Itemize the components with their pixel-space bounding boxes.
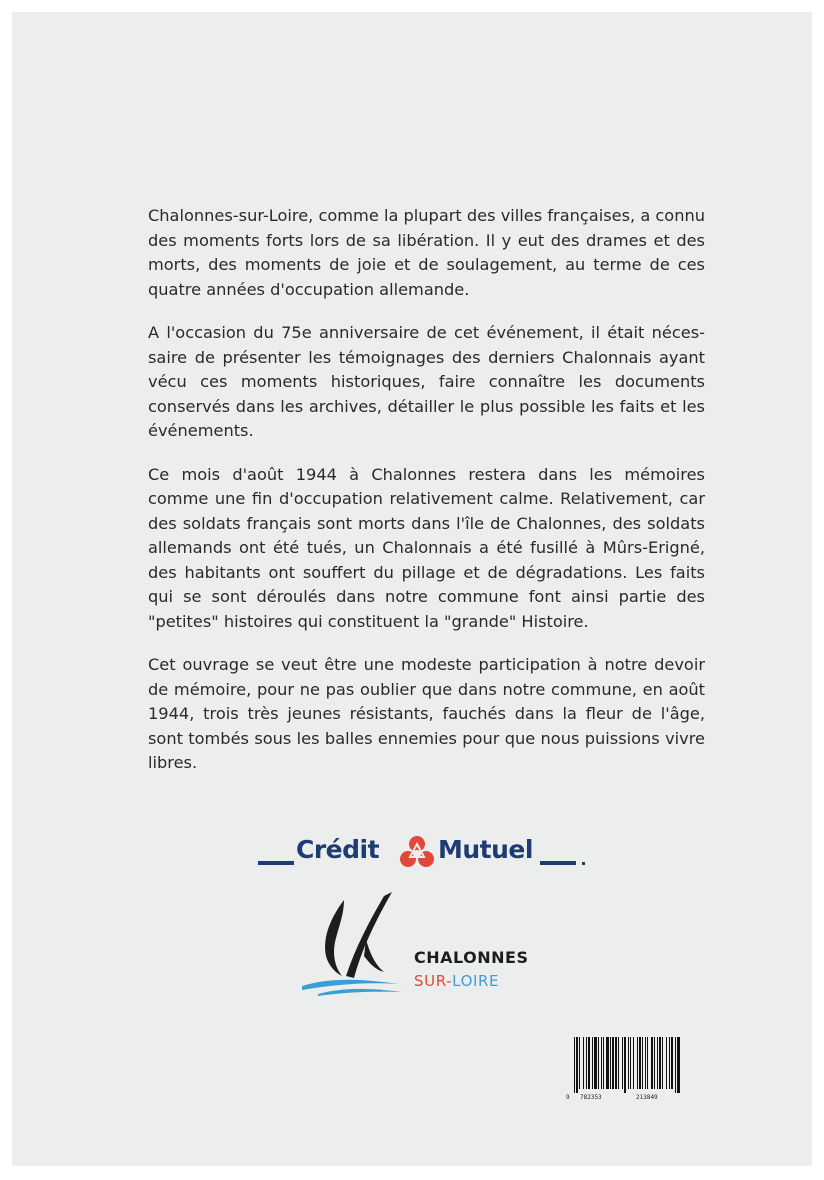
logo-line-right [540, 861, 576, 865]
barcode-bar [647, 1037, 648, 1089]
barcode-bar [669, 1037, 670, 1089]
barcode-bar [628, 1037, 629, 1089]
barcode-bar [675, 1037, 676, 1093]
town-name: CHALONNES [414, 948, 529, 967]
barcode-bar [603, 1037, 604, 1089]
barcode-bar [598, 1037, 599, 1089]
barcode-digit-lead: 9 [566, 1094, 570, 1101]
barcode-bar [586, 1037, 587, 1089]
barcode-bar [618, 1037, 619, 1089]
barcode-bar [677, 1037, 680, 1093]
barcode-bar [574, 1037, 575, 1093]
barcode-bar [606, 1037, 609, 1089]
paragraph-2: A l'occasion du 75e anniversaire de cet événement, il était nécessaire de présenter les témoignages des derniers Chalonnais ayant vécu ces moments historiques, faire connaître les documents conservés dans les archives, détailler le plus possible les faits et les événements. [148, 323, 705, 440]
barcode-bar [662, 1037, 663, 1089]
blurb-text [148, 204, 705, 795]
town-sub-suffix: LOIRE [452, 972, 500, 990]
credit-mutuel-mark-icon [398, 835, 436, 869]
credit-mutuel-logo [258, 835, 588, 875]
barcode-bar [588, 1037, 590, 1089]
chalonnes-logo [298, 886, 558, 998]
isbn-barcode [566, 1037, 684, 1105]
town-sub-prefix: SUR- [414, 972, 453, 990]
barcode-bar [594, 1037, 597, 1089]
barcode-digit-group2: 213849 [636, 1094, 658, 1101]
barcode-bar [657, 1037, 658, 1089]
barcode-bar [610, 1037, 611, 1089]
barcode-bar [642, 1037, 643, 1089]
barcode-bar [633, 1037, 634, 1089]
paragraph-1: Chalonnes-sur-Loire, comme la plupart des villes françaises, a connu des moments forts lors de sa libération. Il y eut des drames et des morts, des moments de joie et de soulagement, au terme de ces quatre années d'occupation allemande. [148, 206, 705, 299]
barcode-bar [666, 1037, 667, 1089]
barcode-bar [637, 1037, 638, 1089]
barcode-bar [576, 1037, 578, 1093]
barcode-bar [579, 1037, 580, 1089]
town-emblem-icon [298, 886, 410, 998]
barcode-bar [639, 1037, 641, 1089]
barcode-bar [615, 1037, 617, 1089]
logo-line-left [258, 861, 294, 865]
town-subname [414, 972, 499, 990]
logo-word-mutuel: Mutuel [438, 835, 533, 864]
barcode-bars [566, 1037, 684, 1093]
paragraph-3: Ce mois d'août 1944 à Chalonnes restera dans les mémoires comme une fin d'occupation relativement calme. Relativement, car des soldats français sont morts dans l'île de Chalonnes, des soldats allemands ont été tués, un Chalonnais a été fusillé à Mûrs-Erigné, des habitants ont souffert du pillage et de dégradations. Les faits qui se sont déroulés dans notre commune font ainsi partie des "petites" histoires qui constituent la "grande" Histoire. [148, 464, 705, 631]
barcode-bar [612, 1037, 614, 1089]
barcode-bar [671, 1037, 673, 1089]
barcode-bar [645, 1037, 646, 1089]
barcode-bar [592, 1037, 593, 1089]
barcode-bar [654, 1037, 655, 1089]
barcode-bar [659, 1037, 661, 1089]
logo-dot [582, 862, 585, 865]
paragraph-4: Cet ouvrage se veut être une modeste participation à notre devoir de mémoire, pour ne pas oublier que dans notre commune, en août 1944, trois très jeunes résistants, fauchés dans la fleur de l'âge, sont tombés sous les balles ennemies pour que nous puissions vivre libres. [148, 655, 705, 772]
barcode-bar [630, 1037, 631, 1089]
barcode-bar [651, 1037, 653, 1089]
barcode-digit-group1: 782353 [580, 1094, 602, 1101]
logo-word-credit: Crédit [296, 835, 380, 864]
barcode-bar [624, 1037, 626, 1093]
barcode-bar [622, 1037, 623, 1089]
barcode-bar [601, 1037, 602, 1089]
barcode-bar [583, 1037, 584, 1089]
